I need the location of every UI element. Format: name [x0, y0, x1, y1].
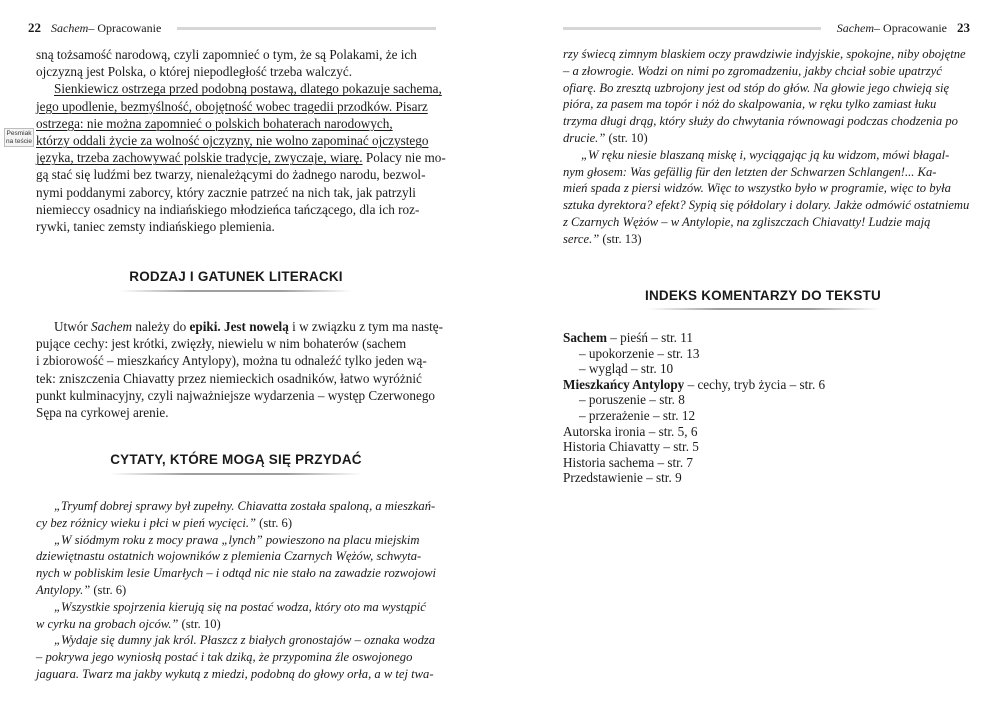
text-line: gą stać się ludźmi bez twarzy, nienależącymi do żadnego narodu, bezwol-: [36, 167, 426, 183]
index-text: – cechy, tryb życia – str. 6: [684, 376, 826, 392]
text-line: tek: zniszczenia Chiavatty przez niemieckich osadników, łatwo wyróżnić: [36, 370, 422, 386]
page-reference: (str. 6): [255, 515, 293, 530]
text-line: nymi poddanymi zaborcy, który zacznie patrzeć na nich tak, jak patrzyli: [36, 184, 416, 200]
quote-line: trzyma długi drąg, który służy do chwytania równowagi podczas chodzenia po: [563, 114, 958, 129]
text-line: punkt kulminacyjny, czyli najważniejsze wydarzenia – występ Czerwonego: [36, 387, 436, 403]
left-running-header: [28, 20, 436, 36]
index-subentry: [563, 408, 825, 424]
index-text: Przedstawienie – str. 9: [563, 470, 682, 486]
quote-line: „Wydaje się dumny jak król. Płaszcz z białych gronostajów – oznaka wodza: [54, 633, 436, 648]
underlined-line: ostrzega: nie można zapomnieć o polskich bohaterach narodowych,: [36, 115, 393, 131]
quote-text: serce.”: [563, 231, 600, 246]
quote-line: sztuka dyrektora? efekt? Sypią się półdolary i dolary. Jakże odmówić ostatniemu: [563, 198, 970, 213]
page-reference: (str. 10): [605, 130, 648, 145]
text-line: sną tożsamość narodową, czyli zapomnieć o tym, że są Polakami, że ich: [36, 47, 417, 62]
quote-line: „Tryumf dobrej sprawy był zupełny. Chiavatta została spaloną, a mieszkań-: [54, 499, 436, 513]
quote-line: „W ręku niesie blaszaną miskę i, wyciągając ją ku widzom, mówi błagal-: [581, 147, 950, 162]
text-segment: Utwór: [54, 319, 91, 334]
index-term: Mieszkańcy Antylopy: [563, 376, 685, 392]
quote-line: [563, 130, 963, 147]
intro-paragraph: [36, 46, 446, 235]
text-line: Sępa na cyrkowej arenie.: [36, 405, 169, 421]
text-line: [36, 149, 446, 166]
index-subentry: [563, 392, 825, 408]
quote-line: [36, 515, 436, 532]
quote-line: nym głosem: Was gefällig für den letzten der Schwarzen Schlangen!... Ka-: [563, 164, 937, 179]
text-segment: i w związku z tym ma nastę-: [288, 319, 443, 334]
section-underline: [110, 473, 362, 475]
quote-text: drucie.”: [563, 130, 606, 145]
quote-line: [563, 231, 963, 248]
bold-term: Jest nowelą: [220, 319, 289, 334]
index-subentry: [563, 361, 825, 377]
text-segment: Polacy nie mo-: [362, 150, 446, 166]
genre-paragraph: [36, 318, 443, 421]
page-reference: (str. 6): [90, 582, 127, 597]
index-text: Autorska ironia – str. 5, 6: [563, 423, 698, 439]
text-line: pujące cechy: jest krótki, zwięzły, niewielu w nim bohaterów (sachem: [36, 336, 407, 352]
quote-line: „Wszystkie spojrzenia kierują się na postać wodza, który oto ma wystąpić: [54, 599, 426, 614]
index-text: – wygląd – str. 10: [579, 361, 674, 377]
index-entry: [563, 424, 825, 440]
quote-text: Antylopy.”: [36, 582, 91, 597]
underlined-line: którzy oddali życie za wolność ojczyzny, nie wolno zapominać ojczystego: [36, 133, 429, 149]
quote-line: pióra, za pasem ma topór i nóż do skalpowania, w ręku tylko zamiast łuku: [563, 97, 937, 112]
quote-text: w cyrku na grobach ojców.”: [36, 616, 179, 631]
text-line: ojczyzną jest Polska, o której niepodległość trzeba walczyć.: [36, 64, 353, 80]
section-heading-index: INDEKS KOMENTARZY DO TEKSTU: [645, 288, 881, 303]
index-text: – przerażenie – str. 12: [579, 407, 696, 423]
section-heading-genre: RODZAJ I GATUNEK LITERACKI: [129, 269, 343, 284]
header-rule: [563, 27, 821, 30]
quote-line: „W siódmym roku z mocy prawa „lynch” powieszono na placu miejskim: [54, 532, 420, 547]
page-number: 23: [957, 20, 970, 35]
quote-text: cy bez różnicy wieku i płci w pień wycięci.”: [36, 515, 256, 530]
index-text: – pieśń – str. 11: [606, 330, 693, 345]
margin-note: Pesmiak na teście: [4, 128, 34, 147]
running-title: Sachem: [836, 20, 875, 35]
quote-line: ofiarę. Bo zresztą uzbrojony jest od stóp do głów. Na głowie jego chwieją się: [563, 80, 950, 95]
work-title: Sachem: [91, 319, 133, 334]
page-reference: (str. 10): [178, 616, 221, 631]
text-line: niemieccy osadnicy na indiańskiego młodzieńca tańczącego, dla ich roz-: [36, 201, 420, 217]
section-underline: [648, 308, 880, 310]
text-line: rywki, taniec zemsty indiańskiego plemienia.: [36, 219, 275, 235]
section-heading-quotes: CYTATY, KTÓRE MOGĄ SIĘ PRZYDAĆ: [110, 452, 362, 467]
quote-line: [36, 616, 436, 633]
page-number: 22: [28, 20, 41, 35]
section-underline: [120, 290, 352, 292]
index-entry: [563, 377, 825, 393]
index-term: Sachem: [563, 330, 607, 345]
quote-line: z Czarnych Wężów – w Antylopie, na zgliszczach Chiavatty! Ludzie mają: [563, 214, 931, 229]
quotes-block: [36, 498, 436, 683]
page-reference: (str. 13): [599, 231, 642, 246]
quote-line: jaguara. Twarz ma jakby wykutą z miedzi, podobną do głowy orła, a w tej twa-: [36, 666, 434, 681]
quote-line: rzy świecą zimnym blaskiem oczy prawdziwie indyjskie, spokojne, niby obojętne: [563, 47, 966, 61]
index-text: – upokorzenie – str. 13: [579, 345, 700, 361]
index-entry: [563, 439, 825, 455]
quote-line: – pokrywa jego wyniosłą postać i tak dziką, że przypomina źle oswojonego: [36, 650, 413, 665]
quote-line: dziewiętnastu ostatnich wojowników z plemienia Czarnych Wężów, schwyta-: [36, 549, 422, 564]
bold-term: epiki.: [189, 319, 221, 334]
running-subtitle: – Opracowanie: [88, 20, 162, 35]
index-text: Historia Chiavatty – str. 5: [563, 439, 699, 455]
right-running-header: [563, 20, 970, 36]
index-subentry: [563, 346, 825, 362]
quote-line: – a złowrogie. Wodzi on nimi po zgromadzeniu, jakby chciał sobie upatrzyć: [563, 63, 942, 78]
quote-line: mień spada z piersi widzów. Więc to wszystko było w programie, więc to była: [563, 181, 951, 196]
text-segment: należy do: [132, 319, 190, 334]
index-entry: [563, 330, 825, 346]
running-title: Sachem: [51, 20, 89, 35]
running-subtitle: – Opracowanie: [874, 20, 947, 35]
quote-line: [36, 582, 436, 599]
comment-index: [563, 330, 825, 486]
index-entry: [563, 470, 825, 486]
text-line: i zbiorowość – mieszkańcy Antylopy), można tu odnaleźć tylko jeden wą-: [36, 353, 427, 369]
text-line: [36, 318, 443, 335]
quote-line: nych w pobliskim lesie Umarłych – i odtąd nic nie stało na zawadzie rozwojowi: [36, 566, 437, 581]
index-entry: [563, 455, 825, 471]
header-rule: [177, 27, 436, 30]
underlined-line: jego upodlenie, bezmyślność, obojętność wobec tragedii przodków. Pisarz: [36, 98, 428, 114]
index-text: – poruszenie – str. 8: [579, 392, 685, 408]
index-text: Historia sachema – str. 7: [563, 454, 694, 470]
underlined-line: Sienkiewicz ostrzega przed podobną postawą, dlatego pokazuje sachema,: [54, 81, 442, 97]
quote-continuation: [563, 46, 970, 248]
underlined-segment: języka, trzeba zachowywać polskie tradycje, zwyczaje, wiarę.: [36, 150, 363, 166]
